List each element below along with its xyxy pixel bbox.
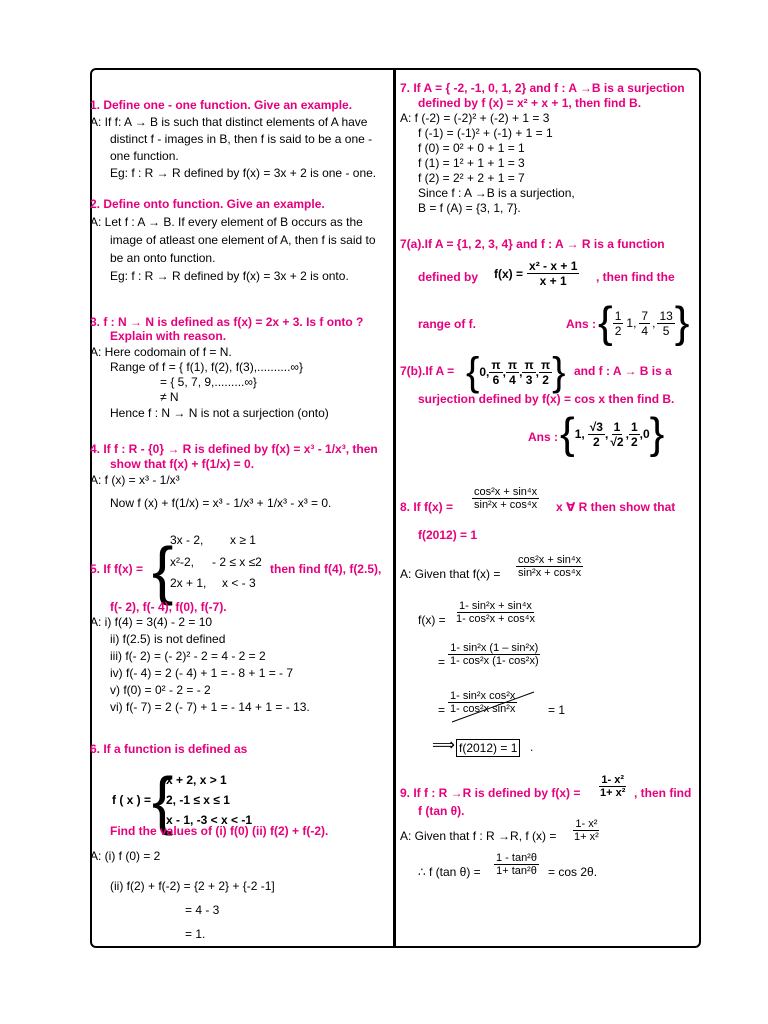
answer-5-line5: v) f(0) = 0² - 2 = - 2 <box>110 683 211 697</box>
question-8-lead: 8. If f(x) = <box>400 500 454 514</box>
brace-close: } <box>674 298 690 347</box>
answer-3-line4: ≠ N <box>160 390 179 404</box>
answer-1-line2: distinct f - images in B, then f is said to be a one - <box>110 132 373 146</box>
piece-6-2: 2, -1 ≤ x ≤ 1 <box>166 793 230 807</box>
question-8-tail: x ∀ R then show that <box>556 500 676 514</box>
answer-3-line1: A: Here codomain of f = N. <box>90 345 232 359</box>
cancel-strike <box>448 690 538 724</box>
answer-7-line2: f (-1) = (-1)² + (-1) + 1 = 1 <box>418 126 553 140</box>
question-2-title: 2. Define onto function. Give an example. <box>90 197 325 211</box>
question-5-tail: then find f(4), f(2.5), <box>270 562 382 576</box>
answer-5-line3: iii) f(- 2) = (- 2)² - 2 = 4 - 2 = 2 <box>110 649 266 663</box>
fx-label: f(x) = <box>494 266 524 281</box>
answer-9-step-lead: ∴ f (tan θ) = <box>418 865 481 879</box>
answer-9-fraction: $\frac{\text{1- x²}}{\text{1+ x²}}$ <box>574 818 599 843</box>
step-3-fraction: $\frac{\text{1- sin²x cos²x}}{\text{1- cos²x sin²x}}$ <box>448 690 517 715</box>
piece-3-expr: 2x + 1, <box>170 576 207 590</box>
one-over-root2: $\frac{1}{√2}$ <box>610 419 624 449</box>
val-zero-ans: 0 <box>642 427 650 441</box>
numerator: x² - x + 1 <box>529 259 578 273</box>
answer-7-line1: A: f (-2) = (-2)² + (-2) + 1 = 3 <box>400 111 550 125</box>
root3-over-2: $\frac{√3}{2}$ <box>589 419 603 449</box>
answer-1-line4: Eg: f : R → R defined by f(x) = 3x + 2 is one - one. <box>110 166 377 180</box>
step-2-fraction: $\frac{\text{1- sin²x (1 – sin²x)}}{\text{1- cos²x (1- cos²x)}}$ <box>450 642 539 667</box>
question-7a-lead: defined by <box>418 270 479 284</box>
piece-6-3: x - 1, -3 < x < -1 <box>166 813 253 827</box>
answer-5-line6: vi) f(- 7) = 2 (- 7) + 1 = - 14 + 1 = - 13. <box>110 700 310 714</box>
question-7a-tail: , then find the <box>596 270 675 284</box>
answer-4-line1: A: f (x) = x³ - 1/x³ <box>90 473 180 487</box>
piece-6-1: x + 2, x > 1 <box>166 773 227 787</box>
pi-2: $\frac{\pi}{2}$ <box>540 357 551 387</box>
denominator: x + 1 <box>539 274 567 288</box>
question-5-lead: 5. If f(x) = <box>90 562 144 576</box>
val-zero: 0, <box>479 365 490 379</box>
answer-7-line4: f (1) = 1² + 1 + 1 = 3 <box>418 156 525 170</box>
step-3-eq: = <box>438 703 446 717</box>
val-one: 1, <box>574 427 585 441</box>
val-2: 1, <box>626 316 637 330</box>
answer-3-line5: Hence f : N → N is not a surjection (onto) <box>110 406 329 420</box>
question-6-title: 6. If a function is defined as <box>90 742 248 756</box>
step-2-eq: = <box>438 655 446 669</box>
question-9-lead: 9. If f : R →R is defined by f(x) = <box>400 786 581 800</box>
question-4-title-line2: show that f(x) + f(1/x) = 0. <box>110 457 255 471</box>
brace-close-ans: } <box>649 409 665 458</box>
question-6-lead: f ( x ) = <box>112 793 152 807</box>
answer-4-line2: Now f (x) + f(1/x) = x³ - 1/x³ + 1/x³ - x³ = 0. <box>110 496 332 510</box>
answer-7-line7: B = f (A) = {3, 1, 7}. <box>418 201 521 215</box>
answer-9-step-tail: = cos 2θ. <box>548 865 598 879</box>
implies-arrow: ⟹ <box>432 737 455 754</box>
question-7a-formula <box>494 259 579 288</box>
piece-1-expr: 3x - 2, <box>170 533 204 547</box>
val-1: $\frac{1}{2}$ <box>614 308 622 338</box>
answer-2-line1: A: Let f : A → B. If every element of B occurs as the <box>90 215 363 229</box>
piece-2-range: - 2 ≤ x ≤2 <box>212 555 262 569</box>
question-3-title-line1: 3. f : N → N is defined as f(x) = 2x + 3. Is f onto ? <box>90 315 364 329</box>
question-1-title: 1. Define one - one function. Give an example. <box>90 98 353 112</box>
question-7-title-line2: defined by f (x) = x² + x + 1, then find B. <box>418 96 642 110</box>
column-divider <box>393 70 396 946</box>
question-8-fraction: $\frac{\text{cos²x + sin⁴x}}{\text{sin²x + cos⁴x}}$ <box>474 486 538 511</box>
answer-6-line3: = 4 - 3 <box>185 903 220 917</box>
question-3-title-line2: Explain with reason. <box>110 329 227 343</box>
question-4-title-line1: 4. If f : R - {0} → R is defined by f(x) = x³ - 1/x³, then <box>90 442 378 456</box>
answer-2-line2: image of atleast one element of A, then f is said to <box>110 233 376 247</box>
question-7a-title-line1: 7(a).If A = {1, 2, 3, 4} and f : A → R is a function <box>400 237 665 251</box>
answer-6-line4: = 1. <box>185 927 206 941</box>
question-7b-lead: 7(b).If A = <box>400 364 455 378</box>
question-9-tail: , then find <box>634 786 692 800</box>
answer-5-line1: A: i) f(4) = 3(4) - 2 = 10 <box>90 615 213 629</box>
pi-4: $\frac{\pi}{4}$ <box>507 357 518 387</box>
answer-2-line3: be an onto function. <box>110 251 216 265</box>
brace-open: { <box>598 298 613 347</box>
one-half: $\frac{1}{2}$ <box>630 419 638 449</box>
brace-left-6: { <box>152 764 174 836</box>
answer-6-line1: A: (i) f (0) = 2 <box>90 849 161 863</box>
answer-1-line1: A: If f: A → B is such that distinct elements of A have <box>90 115 368 129</box>
answer-9-lead: A: Given that f : R →R, f (x) = <box>400 829 557 843</box>
question-7b-tail: and f : A → B is a <box>574 364 672 378</box>
answer-7-line3: f (0) = 0² + 0 + 1 = 1 <box>418 141 525 155</box>
piece-3-range: x < - 3 <box>222 576 256 590</box>
val-4: $\frac{13}{5}$ <box>659 308 673 338</box>
answer-7a-set: { $\frac{1}{2}$ 1, $\frac{7}{4}$ , $\frac{13}{5}$ } <box>598 298 690 347</box>
brace-close-7b: } <box>552 350 566 394</box>
question-5-title-line2: f(- 2), f(- 4), f(0), f(-7). <box>110 600 227 614</box>
question-7b-title-line2: surjection defined by f(x) = cos x then find B. <box>418 392 675 406</box>
final-dot: . <box>530 740 534 754</box>
answer-6-line2: (ii) f(2) + f(-2) = {2 + 2} + {-2 -1] <box>110 879 275 893</box>
answer-3-line2: Range of f = { f(1), f(2), f(3),..........∞} <box>110 360 303 374</box>
brace-left: { <box>152 534 174 606</box>
step-1-fraction: $\frac{\text{1- sin²x + sin⁴x}}{\text{1- cos²x + cos⁴x}}$ <box>456 600 535 625</box>
question-6-title-line2: Find the values of (i) f(0) (ii) f(2) + f(-2). <box>110 824 329 838</box>
pi-3: $\frac{\pi}{3}$ <box>524 357 534 387</box>
answer-1-line3: one function. <box>110 149 179 163</box>
pi-6: $\frac{\pi}{6}$ <box>491 357 501 387</box>
brace-open-7b: { <box>466 350 480 394</box>
brace-open-ans: { <box>560 409 575 458</box>
answer-3-line3: = { 5, 7, 9,.........∞} <box>160 375 257 389</box>
answer-5-line4: iv) f(- 4) = 2 (- 4) + 1 = - 8 + 1 = - 7 <box>110 666 294 680</box>
answer-7b-set: { 1, $\frac{√3}{2}$ , $\frac{1}{√2}$ , $\frac{1}{2}$ , 0 } <box>560 409 665 458</box>
answer-7-line6: Since f : A →B is a surjection, <box>418 186 575 200</box>
answer-5-line2: ii) f(2.5) is not defined <box>110 632 226 646</box>
answer-8-given: $\frac{\text{cos²x + sin⁴x}}{\text{sin²x + cos⁴x}}$ <box>518 554 582 579</box>
question-7-title-line1: 7. If A = { -2, -1, 0, 1, 2} and f : A →B is a surjection <box>400 81 685 95</box>
question-9-fraction: $\frac{\text{1- x²}}{\text{1+ x²}}$ <box>600 774 626 799</box>
final-result-box: f(2012) = 1 <box>456 739 520 757</box>
answer-8-lead: A: Given that f(x) = <box>400 567 501 581</box>
step-3-tail: = 1 <box>548 703 566 717</box>
fraction-7a <box>527 259 579 288</box>
piece-1-range: x ≥ 1 <box>230 533 256 547</box>
answer-7b-label: Ans : <box>528 430 558 444</box>
answer-7-line5: f (2) = 2² + 2 + 1 = 7 <box>418 171 525 185</box>
answer-2-line4: Eg: f : R → R defined by f(x) = 3x + 2 is onto. <box>110 269 349 283</box>
answer-7a-label: Ans : <box>566 317 596 331</box>
question-8-title-line2: f(2012) = 1 <box>418 528 478 542</box>
step-1-lead: f(x) = <box>418 613 446 627</box>
val-3: $\frac{7}{4}$ <box>641 308 649 338</box>
piece-2-expr: x²-2, <box>170 555 194 569</box>
question-9-title-line2: f (tan θ). <box>418 804 465 818</box>
question-7b-set: { 0, $\frac{\pi}{6}$ , $\frac{\pi}{4}$ , $\frac{\pi}{3}$ , $\frac{\pi}{2}$ } <box>466 350 566 394</box>
question-7a-line3: range of f. <box>418 317 477 331</box>
answer-9-step-fraction: $\frac{\text{1 - tan²θ}}{\text{1+ tan²θ}}$ <box>496 852 537 877</box>
